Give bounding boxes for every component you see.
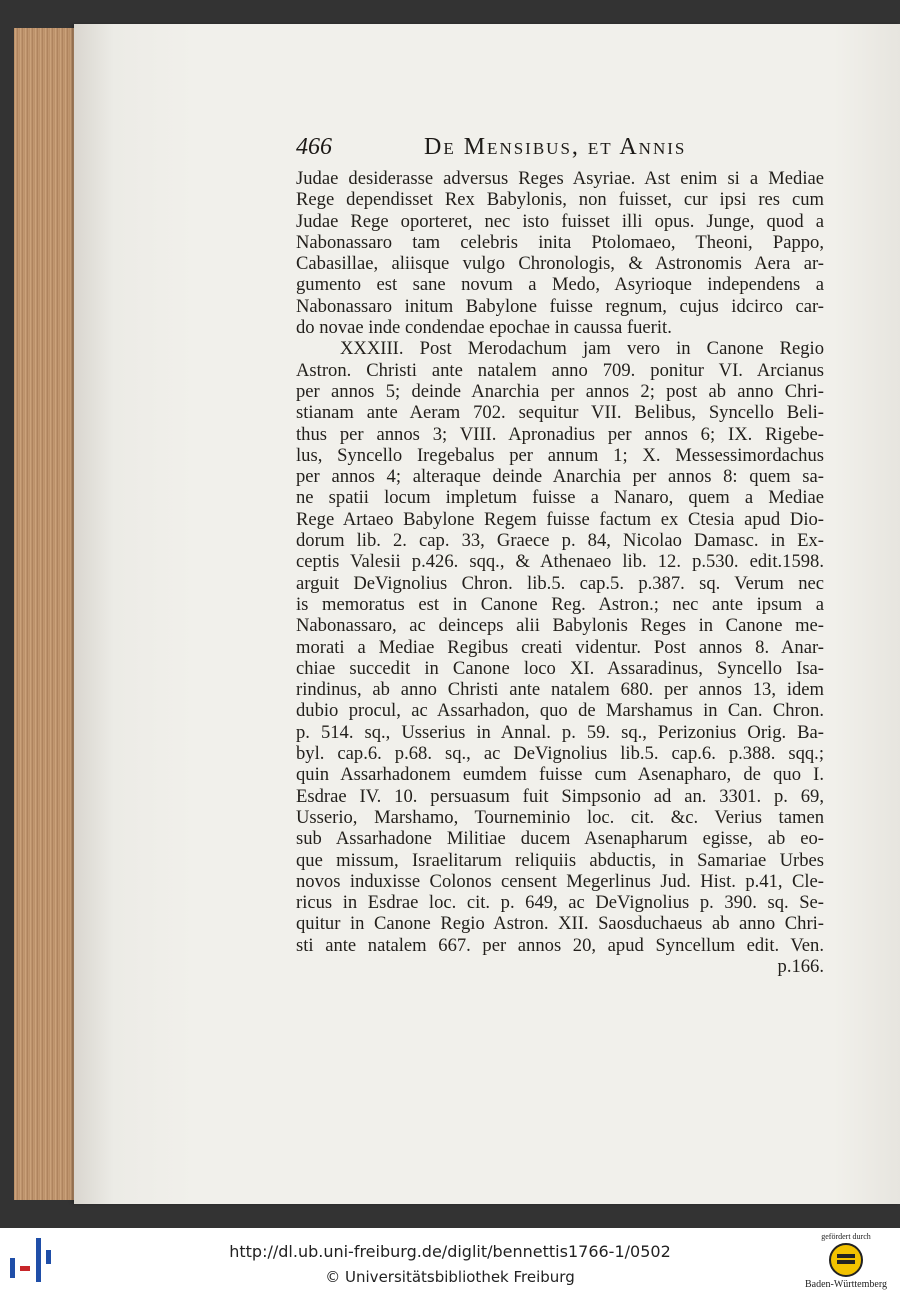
text-line: Judae Rege oporteret, nec isto fuisset illi opus. Junge, quod a: [296, 210, 824, 232]
catchword: p.166.: [777, 955, 824, 977]
text-line: stianam ante Aeram 702. sequitur VII. Belibus, Syncello Beli-: [296, 402, 824, 424]
text-line: sti ante natalem 667. per annos 20, apud Syncellum edit. Ven.: [296, 934, 824, 956]
text-line: Nabonassaro tam celebris inita Ptolomaeo, Theoni, Pappo,: [296, 231, 824, 253]
text-line: lus, Syncello Iregebalus per annum 1; X. Messessimordachus: [296, 444, 824, 466]
text-line: Judae desiderasse adversus Reges Asyriae. Ast enim si a Mediae: [296, 168, 824, 189]
text-line: Rege dependisset Rex Babylonis, non fuisset, cur ipsi res cum: [296, 189, 824, 211]
text-line: que missum, Israelitarum reliquiis abductis, in Samariae Urbes: [296, 849, 824, 871]
text-line: do novae inde condendae epochae in caussa fuerit.: [296, 317, 672, 339]
text-line: sub Assarhadone Militiae ducem Asenapharum egisse, ab eo-: [296, 828, 824, 850]
viewer-footer: [0, 1228, 900, 1292]
copyright-notice: © Universitätsbibliothek Freiburg: [325, 1268, 575, 1286]
page-header: [296, 134, 876, 166]
text-line: dubio procul, ac Assarhadon, quo de Marshamus in Can. Chron.: [296, 700, 824, 722]
text-line: XXXIII. Post Merodachum jam vero in Canone Regio: [340, 338, 824, 360]
text-line: ceptis Valesii p.426. sqq., & Athenaeo lib. 12. p.530. edit.1598.: [296, 551, 824, 573]
text-line: chiae succedit in Canone loco XI. Assaradinus, Syncello Isa-: [296, 657, 824, 679]
book-page-edges: [14, 28, 77, 1200]
text-line: quin Assarhadonem eumdem fuisse cum Asenapharo, de quo I.: [296, 764, 824, 786]
text-line: Cabasillae, aliisque vulgo Chronologis, & Astronomis Aera ar-: [296, 253, 824, 275]
sponsor-region: Baden-Württemberg: [804, 1279, 887, 1290]
text-line: quitur in Canone Regio Astron. XII. Saosduchaeus ab anno Chri-: [296, 913, 824, 935]
text-line: arguit DeVignolius Chron. lib.5. cap.5. p.387. sq. Verum nec: [296, 572, 824, 594]
text-line: p. 514. sq., Usserius in Annal. p. 59. sq., Perizonius Orig. Ba-: [296, 721, 824, 743]
body-text: [296, 168, 824, 977]
text-line: Esdrae IV. 10. persuasum fuit Simpsonio ad an. 3301. p. 69,: [296, 785, 824, 807]
text-line: dorum lib. 2. cap. 33, Graece p. 84, Nicolao Damasc. in Ex-: [296, 530, 824, 552]
page-number: 466: [296, 134, 332, 160]
text-line: gumento est sane novum a Medo, Asyrioque independens a: [296, 274, 824, 296]
text-line: Rege Artaeo Babylone Regem fuisse factum ex Ctesia apud Dio-: [296, 508, 824, 530]
text-line: ricus in Esdrae loc. cit. p. 649, ac DeVignolius p. 390. sq. Se-: [296, 892, 824, 914]
sponsor-badge: [800, 1232, 892, 1290]
text-line: per annos 5; deinde Anarchia per annos 2; post ab anno Chri-: [296, 380, 824, 402]
text-line: rindinus, ab anno Christi ante natalem 680. per annos 13, idem: [296, 679, 824, 701]
text-line: is memoratus est in Canone Reg. Astron.; nec ante ipsum a: [296, 593, 824, 615]
text-line: thus per annos 3; VIII. Apronadius per annos 6; IX. Rigebe-: [296, 423, 824, 445]
text-line: Astron. Christi ante natalem anno 709. ponitur VI. Arcianus: [296, 359, 824, 381]
permalink-url[interactable]: http://dl.ub.uni-freiburg.de/diglit/bennettis1766-1/0502: [229, 1242, 671, 1261]
sponsor-label: gefördert durch: [821, 1232, 871, 1241]
text-line: byl. cap.6. p.68. sq., ac DeVignolius lib.5. cap.6. p.388. sqq.;: [296, 743, 824, 765]
text-line: Nabonassaro, ac deinceps alii Babylonis Reges in Canone me-: [296, 615, 824, 637]
text-line: ne spatii locum impletum fuisse a Nanaro, quem a Mediae: [296, 487, 824, 509]
text-line: Nabonassaro initum Babylone fuisse regnum, cujus idcirco car-: [296, 295, 824, 317]
text-line: novos induxisse Colonos censent Megerlinus Jud. Hist. p.41, Cle-: [296, 870, 824, 892]
text-line: Usserio, Marshamo, Tourneminio loc. cit. &c. Verius tamen: [296, 806, 824, 828]
running-head: De Mensibus, et Annis: [424, 134, 687, 160]
baden-wuerttemberg-crest-icon: [829, 1243, 863, 1277]
text-line: morati a Mediae Regibus creati videntur. Post annos 8. Anar-: [296, 636, 824, 658]
text-line: per annos 4; alteraque deinde Anarchia per annos 8: quem sa-: [296, 466, 824, 488]
